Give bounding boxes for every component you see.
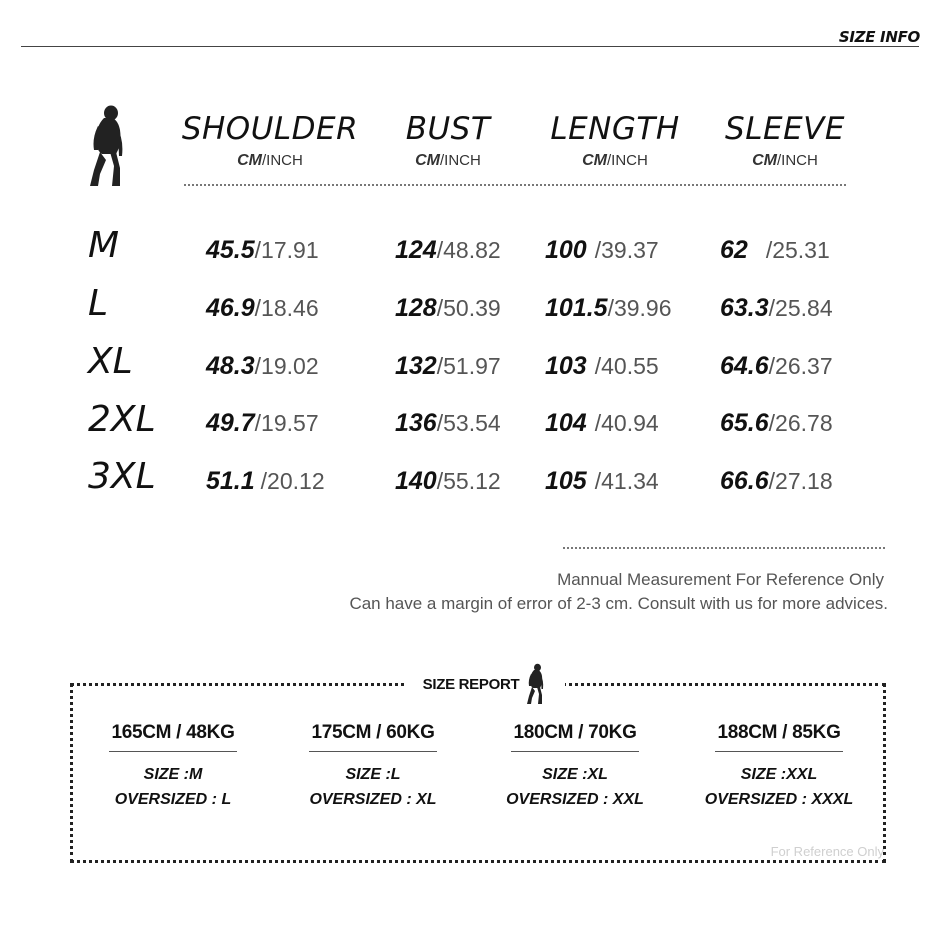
value-inch: /19.57: [254, 410, 319, 436]
report-entry: [684, 722, 874, 812]
report-height-weight: 175CM / 60KG: [311, 722, 435, 743]
size-label-xl: XL: [88, 341, 133, 382]
value-inch: /25.31: [765, 237, 830, 263]
cell-length: [545, 465, 659, 497]
unit-inch: /INCH: [440, 152, 481, 169]
value-inch: /18.46: [254, 295, 319, 321]
cell-shoulder: [206, 292, 319, 324]
report-rule: [715, 751, 843, 752]
value-cm: 124: [395, 236, 437, 264]
report-entry: [278, 722, 468, 812]
column-unit: [358, 152, 538, 170]
cell-length: [545, 292, 672, 324]
size-report-header: [405, 664, 565, 704]
cell-sleeve: [720, 234, 830, 266]
cell-length: [545, 407, 659, 439]
unit-cm: CM: [582, 152, 608, 169]
report-oversized: OVERSIZED : XXXL: [704, 791, 854, 808]
size-label-2xl: 2XL: [88, 399, 156, 440]
report-oversized: OVERSIZED : L: [114, 791, 232, 808]
value-cm: 104: [545, 409, 587, 437]
value-cm: 65.6: [720, 409, 769, 437]
reference-only-footnote: For Reference Only: [770, 844, 884, 859]
report-size: SIZE :XXL: [740, 766, 818, 783]
cell-bust: [395, 292, 501, 324]
report-entry: [480, 722, 670, 812]
value-inch: /39.37: [594, 237, 659, 263]
size-label-m: M: [88, 225, 120, 266]
cell-bust: [395, 350, 501, 382]
size-info-title: SIZE INFO: [838, 28, 920, 46]
column-header-shoulder: [180, 110, 360, 170]
value-inch: /50.39: [436, 295, 501, 321]
value-cm: 48.3: [206, 352, 255, 380]
value-cm: 132: [395, 352, 437, 380]
value-inch: /26.78: [768, 410, 833, 436]
cell-shoulder: [206, 350, 319, 382]
value-inch: /27.18: [768, 468, 833, 494]
cell-sleeve: [720, 350, 833, 382]
value-inch: /41.34: [594, 468, 659, 494]
ape-figure-icon: [86, 104, 130, 188]
value-cm: 105: [545, 467, 587, 495]
report-height-weight: 188CM / 85KG: [717, 722, 841, 743]
value-cm: 49.7: [206, 409, 255, 437]
column-title: SHOULDER: [181, 111, 359, 147]
report-size: SIZE :L: [345, 766, 401, 783]
value-cm: 66.6: [720, 467, 769, 495]
column-unit: [180, 152, 360, 170]
report-oversized: OVERSIZED : XL: [309, 791, 437, 808]
cell-bust: [395, 465, 501, 497]
value-inch: /17.91: [254, 237, 319, 263]
note-measurement: Mannual Measurement For Reference Only: [557, 570, 884, 589]
report-rule: [309, 751, 437, 752]
column-header-bust: [358, 110, 538, 170]
note-dotted-divider: [563, 547, 885, 549]
cell-shoulder: [206, 234, 319, 266]
value-inch: /39.96: [607, 295, 672, 321]
report-height-weight: 165CM / 48KG: [111, 722, 235, 743]
cell-shoulder: [206, 465, 325, 497]
unit-inch: /INCH: [607, 152, 648, 169]
value-inch: /53.54: [436, 410, 501, 436]
value-cm: 103: [545, 352, 587, 380]
report-oversized: OVERSIZED : XXL: [506, 791, 644, 808]
value-cm: 140: [395, 467, 437, 495]
value-cm: 46.9: [206, 294, 255, 322]
value-inch: /25.84: [768, 295, 833, 321]
report-height-weight: 180CM / 70KG: [513, 722, 637, 743]
value-cm: 51.1: [206, 467, 255, 495]
cell-shoulder: [206, 407, 319, 439]
note-margin-of-error: Can have a margin of error of 2-3 cm. Consult with us for more advices.: [349, 594, 888, 613]
value-inch: /48.82: [436, 237, 501, 263]
column-header-sleeve: [695, 110, 875, 170]
cell-length: [545, 350, 659, 382]
value-inch: /51.97: [436, 353, 501, 379]
value-inch: /19.02: [254, 353, 319, 379]
size-label-3xl: 3XL: [88, 456, 156, 497]
cell-sleeve: [720, 465, 833, 497]
report-rule: [511, 751, 639, 752]
value-inch: /40.55: [594, 353, 659, 379]
unit-cm: CM: [237, 152, 263, 169]
column-unit: [695, 152, 875, 170]
report-size: SIZE :M: [143, 766, 203, 783]
header-dotted-divider: [184, 184, 846, 186]
value-cm: 136: [395, 409, 437, 437]
cell-bust: [395, 407, 501, 439]
value-cm: 63.3: [720, 294, 769, 322]
value-inch: /26.37: [768, 353, 833, 379]
column-title: LENGTH: [550, 111, 680, 147]
unit-inch: /INCH: [777, 152, 818, 169]
column-unit: [525, 152, 705, 170]
column-title: BUST: [405, 111, 491, 147]
value-cm: 100: [545, 236, 587, 264]
report-rule: [109, 751, 237, 752]
unit-cm: CM: [752, 152, 778, 169]
header-divider: [21, 46, 919, 47]
value-cm: 101.5: [545, 294, 608, 322]
value-cm: 45.5: [206, 236, 255, 264]
report-size: SIZE :XL: [542, 766, 608, 783]
column-header-length: [525, 110, 705, 170]
report-entry: [78, 722, 268, 812]
size-label-l: L: [88, 283, 109, 324]
value-cm: 128: [395, 294, 437, 322]
cell-sleeve: [720, 292, 833, 324]
column-title: SLEEVE: [725, 111, 845, 147]
unit-cm: CM: [415, 152, 441, 169]
cell-length: [545, 234, 659, 266]
value-inch: /55.12: [436, 468, 501, 494]
ape-figure-icon: [525, 661, 547, 707]
unit-inch: /INCH: [262, 152, 303, 169]
cell-sleeve: [720, 407, 833, 439]
value-cm: 62: [720, 236, 748, 264]
cell-bust: [395, 234, 501, 266]
value-inch: /40.94: [594, 410, 659, 436]
value-cm: 64.6: [720, 352, 769, 380]
value-inch: /20.12: [260, 468, 325, 494]
size-report-title: SIZE REPORT: [422, 675, 520, 693]
